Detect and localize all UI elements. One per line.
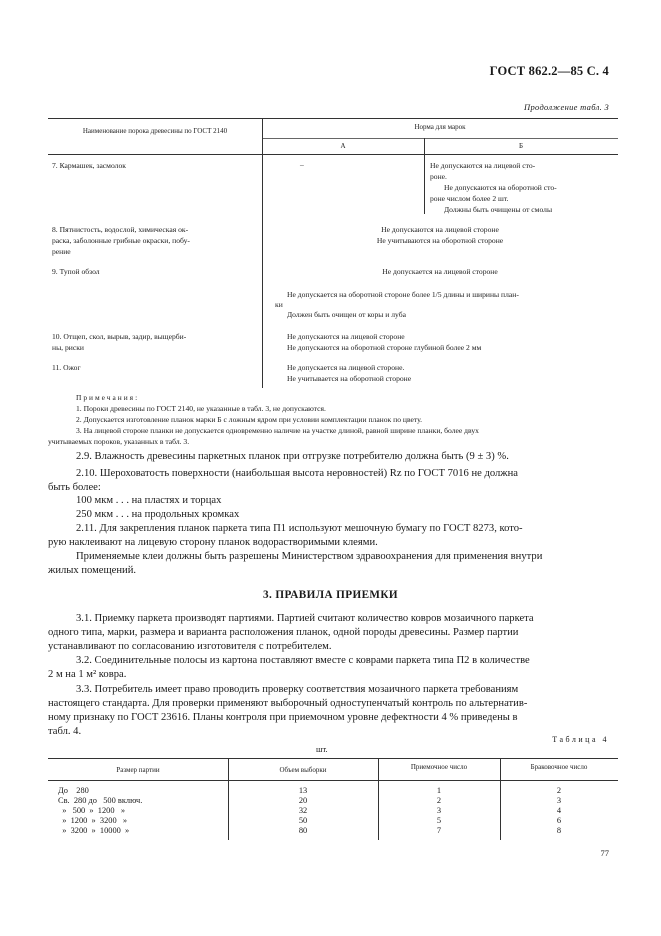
table3-notes-title: Примечания: — [76, 393, 140, 402]
paragraph-2-10-line1: 2.10. Шероховатость поверхности (наибольшая высота неровностей) Rz по ГОСТ 7016 не должна — [76, 468, 518, 479]
table4-header-acceptance: Приемочное число — [410, 763, 468, 771]
table4-row1-accept: 1 — [436, 786, 442, 795]
paragraph-3-3-line4: табл. 4. — [48, 726, 82, 737]
table3-header-a: А — [340, 142, 346, 150]
table4-header-sample-size: Объем выборки — [279, 766, 327, 774]
table3-row11-norm-line1: Не допускается на лицевой стороне. — [287, 363, 405, 372]
table3-note-2: 2. Допускается изготовление планок марки Б с ложным ядром при условии комплектации планок по цвету. — [76, 415, 423, 424]
table3-row9-norm-line2: Не допускается на оборотной стороне более 1/5 длины и ширины план- — [287, 290, 519, 299]
table4-row2-accept: 2 — [436, 796, 442, 805]
table3-row10-norm-line2: Не допускаются на оборотной стороне глубиной более 2 мм — [287, 343, 482, 352]
paragraph-2-11-line4: жилых помещений. — [48, 565, 137, 576]
table3-row7-divider — [424, 154, 425, 214]
table3-header-norm: Норма для марок — [414, 123, 466, 131]
paragraph-2-11-line2: рую наклеивают на лицевую сторону планок водорастворимыми клеями. — [48, 537, 378, 548]
table3-note-1: 1. Пороки древесины по ГОСТ 2140, не указанные в табл. 3, не допускаются. — [76, 404, 326, 413]
table4-row5-lot: » 3200 » 10000 » — [58, 826, 130, 835]
table4-row3-sample: 32 — [298, 806, 308, 815]
table3-row7-b-line2: роне. — [430, 172, 447, 181]
section-3-title: 3. ПРАВИЛА ПРИЕМКИ — [262, 589, 399, 601]
table4-row2-lot: Св. 280 до 500 включ. — [58, 796, 143, 805]
table4-row1-reject: 2 — [556, 786, 562, 795]
table3-row9-norm-line3: ки — [275, 300, 283, 309]
paragraph-2-11-line1: 2.11. Для закрепления планок паркета типа П1 используют мешочную бумагу по ГОСТ 8273, кото- — [76, 523, 523, 534]
table3-row7-b-line4: роне числом более 2 шт. — [430, 194, 509, 203]
table4-caption: Таблица 4 — [552, 735, 609, 744]
table3-col-divider — [262, 118, 263, 388]
table4-row3-lot: » 500 » 1200 » — [58, 806, 125, 815]
table4-row1-lot: До 280 — [58, 786, 89, 795]
page-number: 77 — [600, 848, 609, 858]
table3-row10-name-line1: 10. Отщеп, скол, вырыв, задир, выщерби- — [52, 332, 187, 341]
table3-top-rule — [48, 118, 618, 119]
paragraph-2-11-line3: Применяемые клеи должны быть разрешены Министерством здравоохранения для применения внутри — [76, 551, 543, 562]
table4-unit: шт. — [316, 745, 328, 754]
table3-row11-name: 11. Ожог — [52, 363, 81, 372]
table3-row11-norm-line2: Не учитывается на оборотной стороне — [287, 374, 412, 383]
table3-row8-name-line1: 8. Пятнистость, водослой, химическая ок- — [52, 225, 189, 234]
table3-row7-b-line1: Не допускаются на лицевой сто- — [430, 161, 536, 170]
table4-row5-accept: 7 — [436, 826, 442, 835]
paragraph-3-1-line2: одного типа, марки, размера и варианта расположения планок, одной породы древесины. Размер партии — [48, 627, 519, 638]
paragraph-3-3-line1: 3.3. Потребитель имеет право проводить проверку соответствия мозаичного паркета требованиям — [76, 684, 519, 695]
paragraph-3-2-line1: 3.2. Соединительные полосы из картона поставляют вместе с коврами паркета типа П2 в количестве — [76, 655, 530, 666]
table3-row9-norm-line4: Должен быть очищен от коры и луба — [287, 310, 406, 319]
table3-row9-norm-line1: Не допускается на лицевой стороне — [382, 267, 498, 276]
paragraph-3-3-line2: настоящего стандарта. Для проверки применяют выборочный одноступенчатый контроль по альтернатив- — [48, 698, 528, 709]
table3-note-3-line1: 3. На лицевой стороне планки не допускается одновременно наличие на участке длиной, равной ширине планки, более двух — [76, 426, 479, 435]
paragraph-3-2-line2: 2 м на 1 м² ковра. — [48, 669, 127, 680]
paragraph-2-10-item2: 250 мкм . . . на продольных кромках — [76, 509, 240, 520]
table3-subheader-rule — [262, 138, 618, 139]
table3-row7-b-line3: Не допускаются на оборотной сто- — [444, 183, 557, 192]
table3-row7-a: – — [300, 160, 304, 169]
table4-row3-reject: 4 — [556, 806, 562, 815]
table3-note-3-line2: учитываемых пороков, указанных в табл. 3. — [48, 437, 190, 446]
table3-row8-name-line3: рение — [52, 247, 71, 256]
table3-row8-norm-line2: Не учитываются на оборотной стороне — [376, 236, 504, 245]
table4-row4-lot: » 1200 » 3200 » — [58, 816, 128, 825]
table-continued-label: Продолжение табл. 3 — [524, 102, 609, 112]
table4-header-rejection: Браковочное число — [530, 763, 588, 771]
paragraph-3-1-line1: 3.1. Приемку паркета производят партиями. Партией считают количество ковров мозаичного паркета — [76, 613, 534, 624]
paragraph-3-3-line3: ному признаку по ГОСТ 23616. Планы контроля при приемочном уровне дефектности 4 % приведены в — [48, 712, 518, 723]
table3-header-rule — [48, 154, 618, 155]
table4-row2-reject: 3 — [556, 796, 562, 805]
table3-row10-norm-line1: Не допускаются на лицевой стороне — [287, 332, 405, 341]
table4-row2-sample: 20 — [298, 796, 308, 805]
table3-header-b: Б — [518, 142, 524, 150]
table4-top-rule — [48, 758, 618, 759]
table3-row10-name-line2: ны, риски — [52, 343, 84, 352]
table4-row5-reject: 8 — [556, 826, 562, 835]
table4-row3-accept: 3 — [436, 806, 442, 815]
paragraph-2-10-line2: быть более: — [48, 482, 101, 493]
table4-row4-reject: 6 — [556, 816, 562, 825]
table3-row8-name-line2: раска, заболонные грибные окраски, побу- — [52, 236, 190, 245]
table4-row4-accept: 5 — [436, 816, 442, 825]
table3-row7-name: 7. Кармашек, засмолок — [52, 161, 126, 170]
paragraph-2-9: 2.9. Влажность древесины паркетных планок при отгрузке потребителю должна быть (9 ± 3) %. — [76, 451, 509, 462]
table4-header-rule — [48, 780, 618, 781]
table3-row7-b-line5: Должны быть очищены от смолы — [444, 205, 553, 214]
table4-row5-sample: 80 — [298, 826, 308, 835]
table4-row1-sample: 13 — [298, 786, 308, 795]
table3-row9-name: 9. Тупой обзол — [52, 267, 100, 276]
table4-header-lot-size: Размер партии — [116, 766, 160, 774]
table3-header-defect: Наименование порока древесины по ГОСТ 2140 — [82, 127, 228, 135]
document-header: ГОСТ 862.2—85 С. 4 — [489, 64, 609, 78]
table4-row4-sample: 50 — [298, 816, 308, 825]
paragraph-2-10-item1: 100 мкм . . . на пластях и торцах — [76, 495, 222, 506]
table3-row8-norm-line1: Не допускаются на лицевой стороне — [381, 225, 499, 234]
paragraph-3-1-line3: устанавливают по согласованию изготовителя с потребителем. — [48, 641, 332, 652]
